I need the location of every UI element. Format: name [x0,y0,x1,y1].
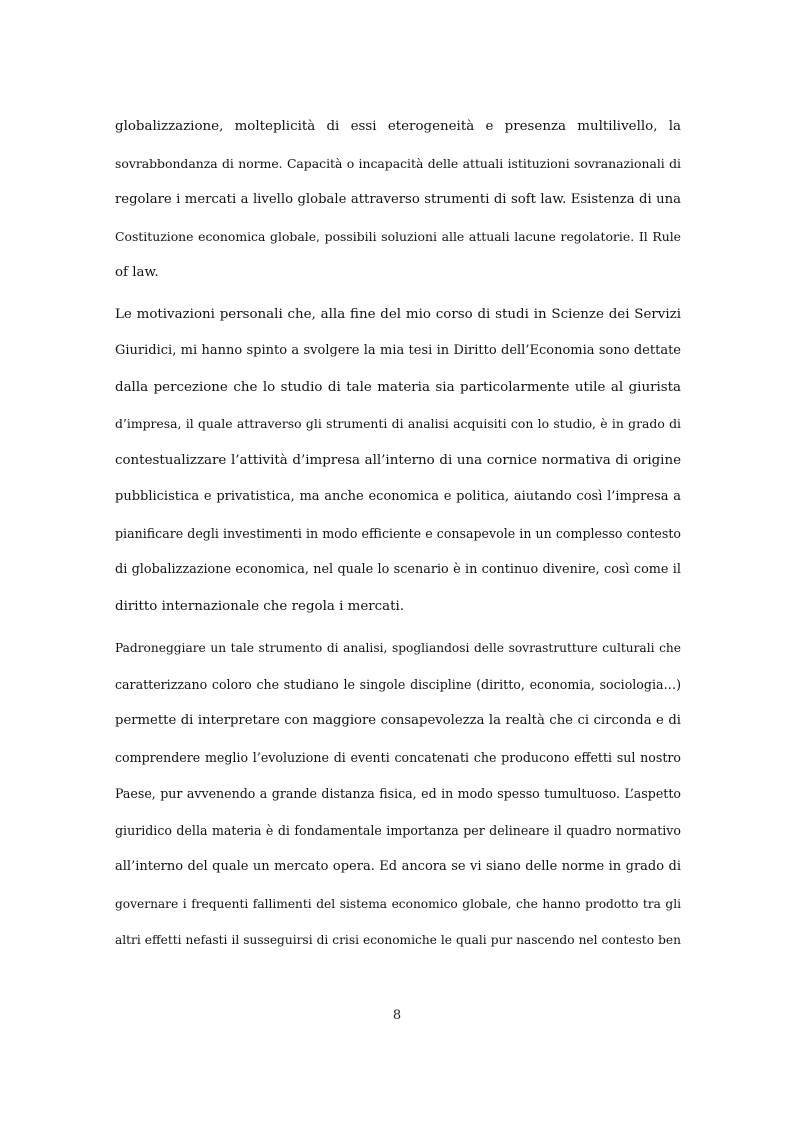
text-line: contestualizzare l’attività d’impresa all’interno di una cornice normativa di origine [115,452,681,468]
text-line: Le motivazioni personali che, alla fine del mio corso di studi in Scienze dei Servizi [115,306,681,322]
text-line: governare i frequenti fallimenti del sistema economico globale, che hanno prodotto tra gli [115,896,681,911]
text-line: altri effetti nefasti il susseguirsi di crisi economiche le quali pur nascendo nel contesto ben [115,933,681,947]
paragraph-2 [115,297,681,626]
text-line: Giuridici, mi hanno spinto a svolgere la mia tesi in Diritto dell’Economia sono dettate [115,343,681,358]
text-line: giuridico della materia è di fondamentale importanza per delineare il quadro normativo [115,822,681,838]
paragraph-1 [115,109,681,292]
text-line: sovrabbondanza di norme. Capacità o incapacità delle attuali istituzioni sovranazionali di [115,155,681,171]
text-line: globalizzazione, molteplicità di essi eterogeneità e presenza multilivello, la [115,119,681,134]
text-line: Padroneggiare un tale strumento di analisi, spogliandosi delle sovrastrutture culturali che [115,641,681,655]
text-line: permette di interpretare con maggiore consapevolezza la realtà che ci circonda e di [115,713,681,728]
text-line: pubblicistica e privatistica, ma anche economica e politica, aiutando così l’impresa a [115,489,681,504]
body-text [115,109,681,959]
text-line: all’interno del quale un mercato opera. Ed ancora se vi siano delle norme in grado di [115,859,681,874]
text-line: Costituzione economica globale, possibili soluzioni alle attuali lacune regolatorie. Il Rule [115,228,681,244]
page-number: 8 [392,1008,402,1023]
text-line: diritto internazionale che regola i mercati. [115,598,405,614]
text-line: d’impresa, il quale attraverso gli strumenti di analisi acquisiti con lo studio, è in grado di [115,416,681,431]
text-line: Paese, pur avvenendo a grande distanza fisica, ed in modo spesso tumultuoso. L’aspetto [115,786,681,801]
text-line: di globalizzazione economica, nel quale lo scenario è in continuo divenire, così come il [115,562,681,577]
text-line: dalla percezione che lo studio di tale materia sia particolarmente utile al giurista [115,379,681,395]
text-line: comprendere meglio l’evoluzione di eventi concatenati che producono effetti sul nostro [115,749,681,765]
text-line: caratterizzano coloro che studiano le singole discipline (diritto, economia, sociologia…) [115,676,681,692]
text-line: of law. [115,265,159,280]
text-line: regolare i mercati a livello globale attraverso strumenti di soft law. Esistenza di una [115,192,681,207]
paragraph-3 [115,630,681,959]
text-line: pianificare degli investimenti in modo efficiente e consapevole in un complesso contesto [115,525,681,541]
